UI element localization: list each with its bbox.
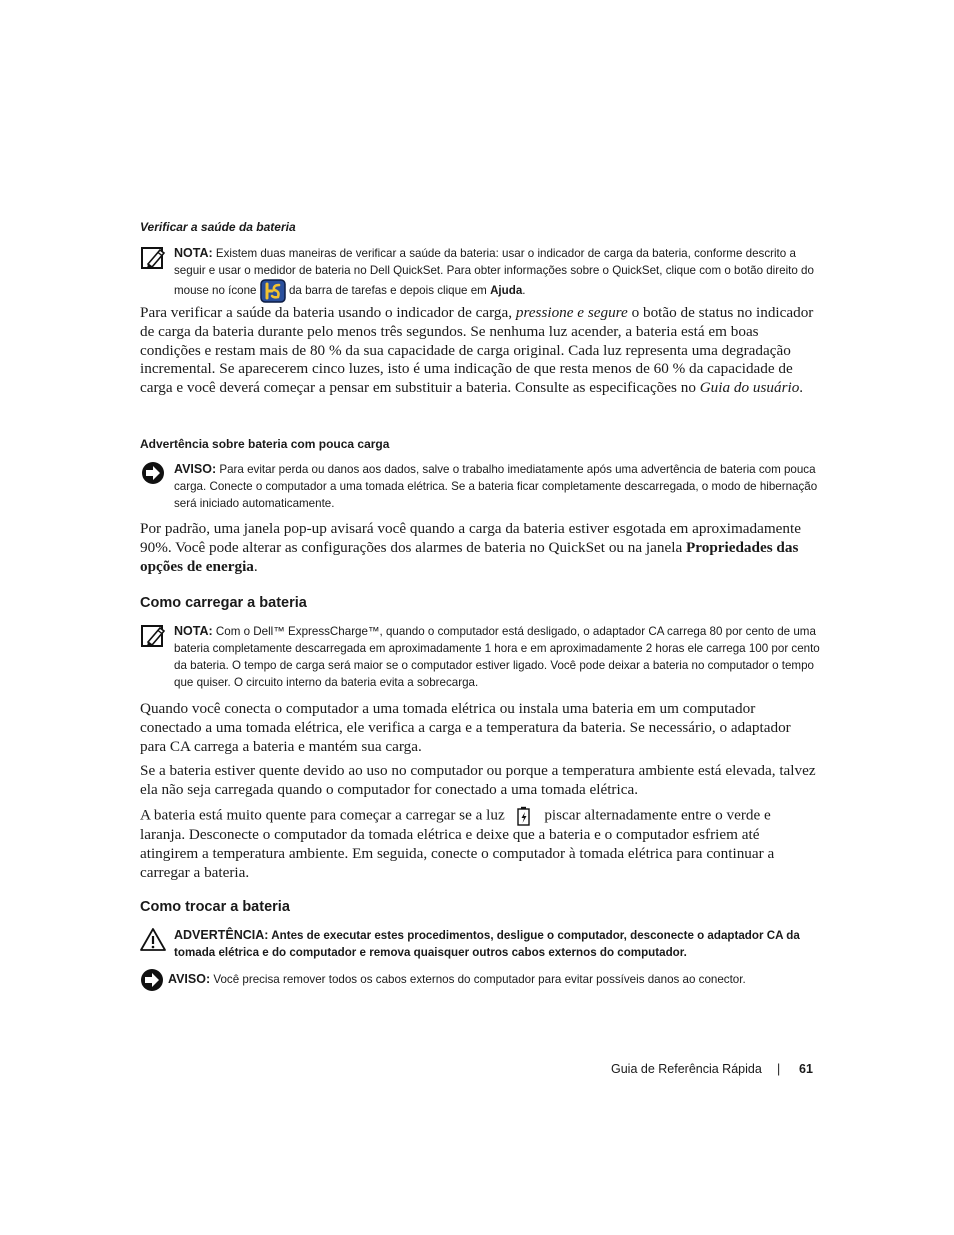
notice-arrow-icon <box>140 461 168 487</box>
page-number-value: 61 <box>799 1062 813 1076</box>
paragraph-text: Quando você conecta o computador a uma tomada elétrica ou instala uma bateria em um computador conectado a uma tomada elétrica, ele verifica a carga e a temperatura da bateria. Se necessário, o adaptador para CA carrega a bateria e mantém sua carga. <box>140 700 791 755</box>
notice-text: Para evitar perda ou danos aos dados, salve o trabalho imediatamente após uma advertência de bateria com pouca carga. Conecte o computador a uma tomada elétrica. Se a bateria ficar completamente descarregada, o modo de hibernação será iniciado automaticamente. <box>174 463 818 510</box>
footer-separator: | <box>777 1062 781 1076</box>
paragraph-end: . <box>253 557 258 575</box>
warning-replacing <box>140 927 820 961</box>
paragraph-charging-1 <box>140 700 816 756</box>
paragraph-text: Se a bateria estiver quente devido ao uso no computador ou porque a temperatura ambiente está elevada, talvez ela não seja carregada quando o computador for conectado a uma tomada elétrica. <box>140 762 816 798</box>
section-heading-low-battery: Advertência sobre bateria com pouca carga <box>140 437 390 451</box>
paragraph-text: A bateria está muito quente para começar a carregar se a luz <box>140 806 505 824</box>
paragraph-charging-2 <box>140 762 816 800</box>
note-battery-health <box>140 245 820 303</box>
quickset-icon <box>260 279 286 303</box>
section-heading-replacing: Como trocar a bateria <box>140 899 290 915</box>
notice-label: AVISO: <box>174 462 217 476</box>
paragraph-text-continued: piscar alternadamente entre o verde e laranja. Desconecte o computador da tomada elétrica e deixe que a bateria e o computador esfriem até atingirem a temperatura ambiente. Em seguida, conecte o computador à tomada elétrica para continuar a carregar a bateria. <box>140 806 775 881</box>
paragraph-charging-3 <box>140 806 816 882</box>
section-heading-battery-health: Verificar a saúde da bateria <box>140 220 296 234</box>
warning-label: ADVERTÊNCIA: <box>174 928 269 942</box>
note-text-end: . <box>522 284 526 298</box>
notice-label: AVISO: <box>168 972 211 986</box>
help-menu-label: Ajuda <box>490 284 523 298</box>
note-text: Existem duas maneiras de verificar a saúde da bateria: usar o indicador de carga da bateria, conforme descrito a seguir e usar o medidor de bateria no Dell QuickSet. Para obter informações sobre o QuickSet, clique com o botão direito do mouse no ícone <box>174 247 814 298</box>
notice-text: Você precisa remover todos os cabos externos do computador para evitar possíveis danos ao conector. <box>213 973 746 986</box>
notice-low-battery <box>140 461 820 512</box>
warning-triangle-icon <box>140 927 168 953</box>
user-guide-reference: Guia do usuário <box>699 379 800 397</box>
note-text: Com o Dell™ ExpressCharge™, quando o computador está desligado, o adaptador CA carrega 80 por cento de uma bateria completamente descarregada em aproximadamente 1 hora e em aproximadamente 2 horas ele carrega 100 por cento da bateria. O tempo de carga será maior se o computador estiver ligado. Você pode deixar a bateria no computador o tempo que quiser. O circuito interno da bateria evita a sobrecarga. <box>174 625 820 689</box>
note-pencil-icon <box>140 623 168 649</box>
note-label: NOTA: <box>174 624 213 638</box>
notice-replacing <box>140 968 820 988</box>
power-options-reference: Propriedades das opções de energia <box>140 538 799 575</box>
page-number <box>799 1062 813 1076</box>
paragraph-text: Para verificar a saúde da bateria usando o indicador de carga, <box>140 304 513 321</box>
warning-text: Antes de executar estes procedimentos, desligue o computador, desconecte o adaptador CA da tomada elétrica e do computador e remova quaisquer outros cabos externos do computador. <box>174 929 800 959</box>
paragraph-end: . <box>799 379 804 397</box>
paragraph-low-battery <box>140 520 816 576</box>
paragraph-text-continued: o botão de status no indicador de carga da bateria durante pelo menos três segundos. Se nenhuma luz acender, a bateria está em boas condições e restam mais de 80 % da sua capacidade de carga original. Cada luz representa uma degradação incremental. Se aparecerem cinco luzes, isto é uma indicação de que resta menos de 60 % da capacidade de carga e você deverá começar a pensar em substituir a bateria. Consulte as especificações no <box>140 304 814 397</box>
note-charging <box>140 623 820 691</box>
note-label: NOTA: <box>174 246 213 260</box>
paragraph-text: Por padrão, uma janela pop-up avisará você quando a carga da bateria estiver esgotada em aproximadamente 90%. Você pode alterar as configurações dos alarmes de bateria no QuickSet ou na janela <box>140 520 801 556</box>
notice-arrow-icon <box>140 968 166 992</box>
footer-title: Guia de Referência Rápida <box>611 1062 762 1076</box>
section-heading-charging: Como carregar a bateria <box>140 595 307 611</box>
note-pencil-icon <box>140 245 168 271</box>
battery-light-icon <box>511 806 539 826</box>
paragraph-battery-health <box>140 304 816 398</box>
note-text-continued: da barra de tarefas e depois clique em <box>288 284 487 298</box>
paragraph-emphasis: pressione e segure <box>515 304 628 321</box>
